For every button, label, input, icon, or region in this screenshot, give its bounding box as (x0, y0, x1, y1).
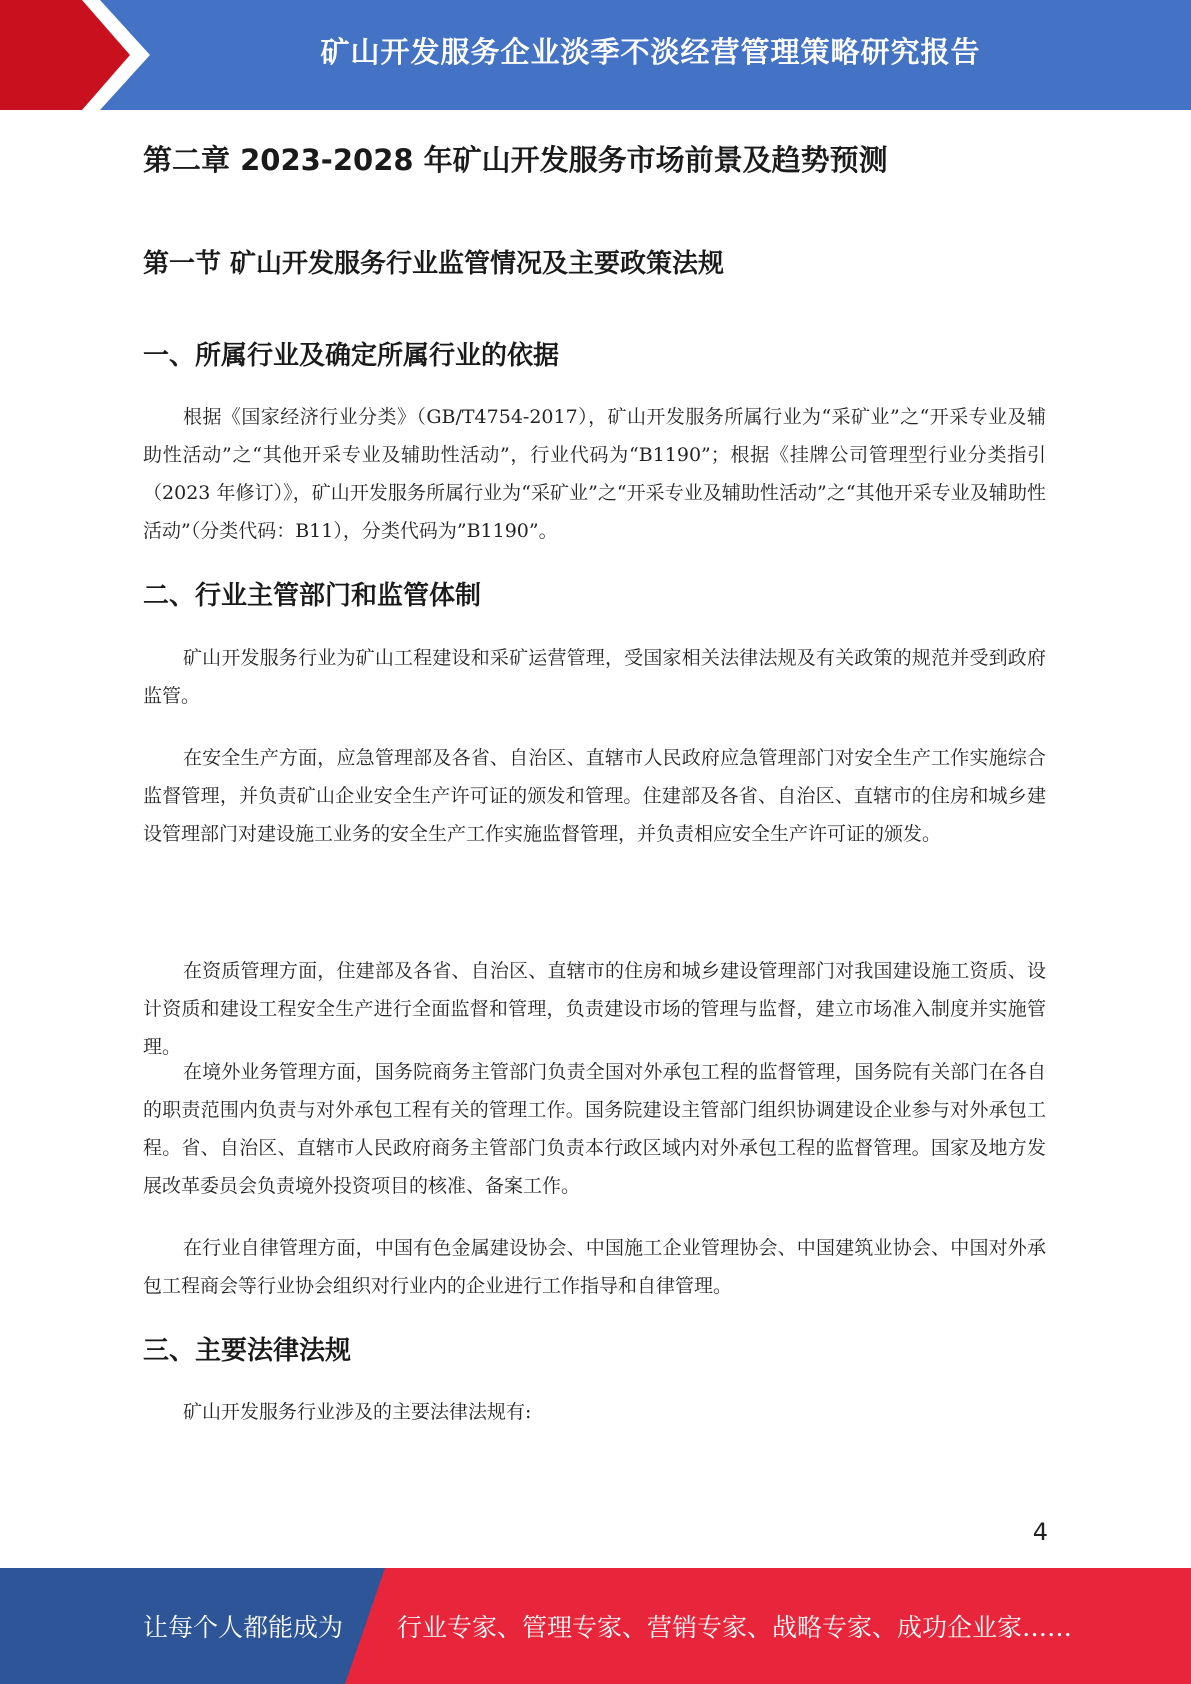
heading-laws-regulations: 三、主要法律法规 (143, 1336, 352, 1366)
header-banner (0, 0, 1191, 110)
footer-banner (0, 1568, 1191, 1684)
heading-regulatory-system: 二、行业主管部门和监管体制 (143, 581, 482, 611)
footer-slogan-right: 行业专家、管理专家、营销专家、战略专家、成功企业家…… (397, 1613, 1073, 1642)
paragraph-industry-classification: 根据《国家经济行业分类》（GB/T4754-2017），矿山开发服务所属行业为“采矿业”之“开采专业及辅助性活动”之“其他开采专业及辅助性活动”，行业代码为“B1190”；根据《挂牌公司管理型行业分类指引（2023 年修订）》，矿山开发服务所属行业为“采矿业”之“开采专业及辅助性活动”之“其他开采专业及辅助性活动”（分类代码：B11），分类代码为”B1190”。 (143, 406, 1046, 542)
report-title: 矿山开发服务企业淡季不淡经营管理策略研究报告 (320, 34, 981, 69)
heading-industry-classification: 一、所属行业及确定所属行业的依据 (143, 341, 560, 371)
footer-slogan-left: 让每个人都能成为 (143, 1613, 344, 1642)
paragraph-laws-intro: 矿山开发服务行业涉及的主要法律法规有: (183, 1401, 532, 1423)
paragraph-safety-production: 在安全生产方面，应急管理部及各省、自治区、直辖市人民政府应急管理部门对安全生产工作实施综合监督管理，并负责矿山企业安全生产许可证的颁发和管理。住建部及各省、自治区、直辖市的住房和城乡建设管理部门对建设施工业务的安全生产工作实施监督管理，并负责相应安全生产许可证的颁发。 (143, 747, 1046, 845)
chapter-title: 第二章 2023-2028 年矿山开发服务市场前景及趋势预测 (143, 143, 888, 177)
paragraph-qualification-management: 在资质管理方面，住建部及各省、自治区、直辖市的住房和城乡建设管理部门对我国建设施工资质、设计资质和建设工程安全生产进行全面监督和管理，负责建设市场的管理与监督，建立市场准入制度并实施管理。 (143, 960, 1046, 1058)
page-number: 4 (1032, 1518, 1048, 1546)
paragraph-industry-self-regulation: 在行业自律管理方面，中国有色金属建设协会、中国施工企业管理协会、中国建筑业协会、中国对外承包工程商会等行业协会组织对行业内的企业进行工作指导和自律管理。 (143, 1237, 1046, 1297)
section-title: 第一节 矿山开发服务行业监管情况及主要政策法规 (143, 249, 725, 279)
paragraph-overseas-business: 在境外业务管理方面，国务院商务主管部门负责全国对外承包工程的监督管理，国务院有关部门在各自的职责范围内负责与对外承包工程有关的管理工作。国务院建设主管部门组织协调建设企业参与对外承包工程。省、自治区、直辖市人民政府商务主管部门负责本行政区域内对外承包工程的监督管理。国家及地方发展改革委员会负责境外投资项目的核准、备案工作。 (143, 1061, 1046, 1197)
paragraph-regulatory-intro: 矿山开发服务行业为矿山工程建设和采矿运营管理，受国家相关法律法规及有关政策的规范并受到政府监管。 (143, 647, 1046, 707)
